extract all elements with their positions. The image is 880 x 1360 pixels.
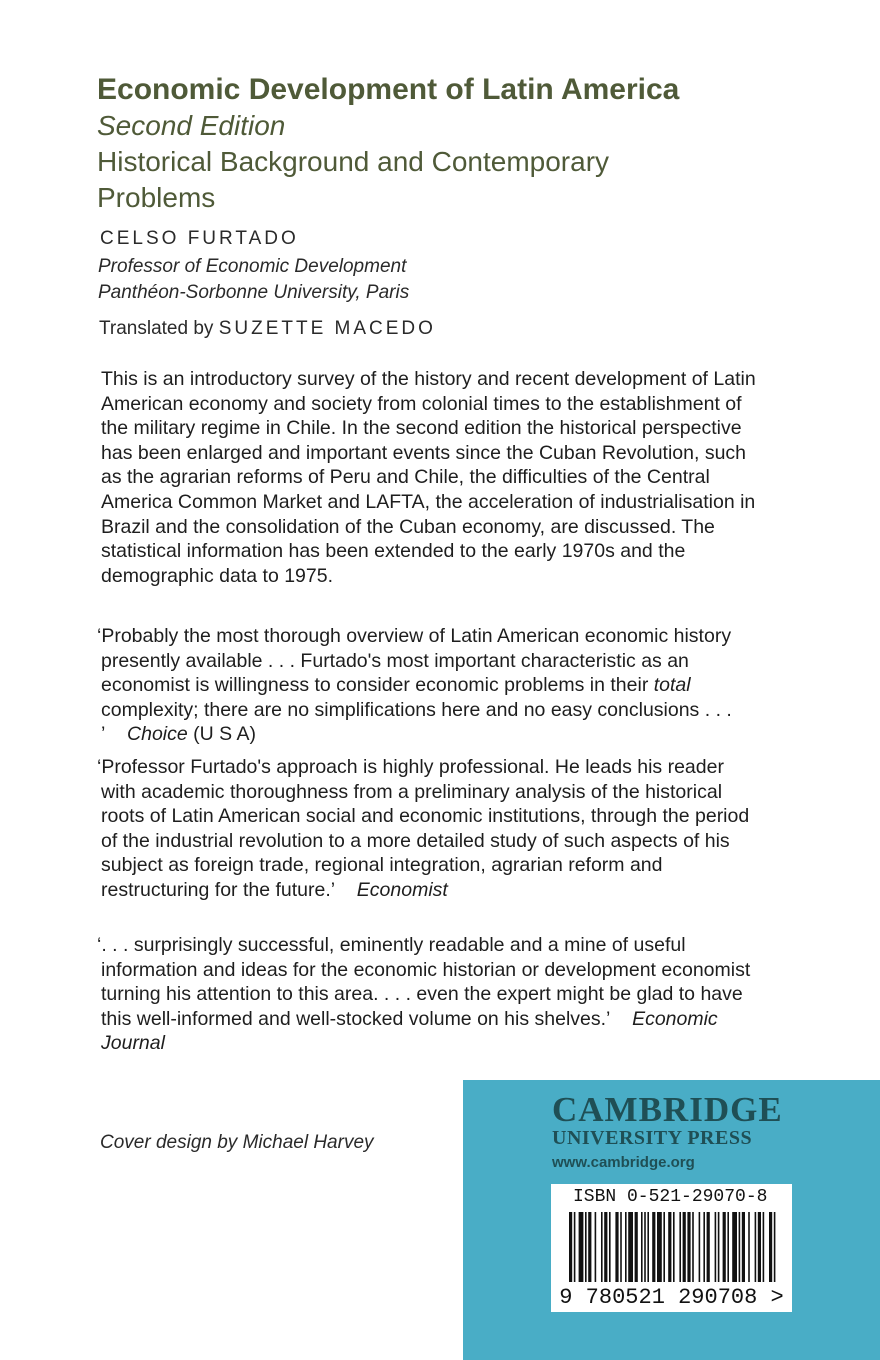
review-quote: ‘Professor Furtado's approach is highly professional. He leads his reader with academic thoroughness from a preliminary analysis of the historical roots of Latin American social and economic institutions, through the period of the industrial revolution to a more detailed study of such aspects of his subject as foreign trade, regional integration, agrarian reform and restructuring for the future.’ — [97, 756, 750, 901]
barcode-bar — [625, 1212, 627, 1282]
barcode-bar — [668, 1212, 671, 1282]
barcode-bar — [652, 1212, 655, 1282]
barcode-bar — [723, 1212, 726, 1282]
barcode-bar — [774, 1212, 776, 1282]
publisher-website: www.cambridge.org — [552, 1154, 695, 1171]
barcode-bar — [579, 1212, 584, 1282]
review-quote-part-1: ‘Probably the most thorough overview of Latin American economic history presently available . . . Furtado's most important characteristic as an economist is willingness to consider economic problems in their — [97, 625, 732, 697]
barcode-bar — [683, 1212, 686, 1282]
barcode-bar — [574, 1212, 576, 1282]
barcode-bar — [604, 1212, 607, 1282]
barcode-bar — [732, 1212, 737, 1282]
barcode-bar — [641, 1212, 643, 1282]
edition: Second Edition — [97, 110, 286, 141]
barcode-bar — [620, 1212, 622, 1282]
barcode-bar — [609, 1212, 611, 1282]
barcode-bar — [699, 1212, 701, 1282]
barcode-bar — [715, 1212, 717, 1282]
translator-prefix: Translated by — [99, 318, 214, 339]
review-economist — [97, 755, 761, 903]
barcode-bar — [707, 1212, 710, 1282]
isbn-barcode — [551, 1184, 792, 1312]
barcode-bar — [615, 1212, 618, 1282]
barcode-bar — [635, 1212, 638, 1282]
review-economic-journal — [97, 933, 761, 1056]
cover-design-credit: Cover design by Michael Harvey — [100, 1132, 374, 1153]
publisher-logo-subname: UNIVERSITY PRESS — [552, 1127, 753, 1149]
barcode-bar — [588, 1212, 591, 1282]
barcode-bar — [739, 1212, 741, 1282]
barcode-bar — [569, 1212, 572, 1282]
barcode-bar — [663, 1212, 665, 1282]
review-quote-emphasis: total — [653, 674, 691, 697]
book-description: This is an introductory survey of the history and recent development of Latin American economy and society from colonial times to the establishment of the military regime in Chile. In the second edition the historical perspective has been enlarged and important events since the Cuban Revolution, such as the agrarian reforms of Peru and Chile, the difficulties of the Central America Common Market and LAFTA, the acceleration of industrialisation in Brazil and the consolidation of the Cuban economy, are discussed. The statistical information has been extended to the early 1970s and the demographic data to 1975. — [101, 368, 756, 587]
subtitle-line-2: Problems — [97, 182, 216, 213]
barcode-bar — [769, 1212, 772, 1282]
review-source: Choice — [127, 723, 188, 746]
isbn-number: ISBN 0-521-29070-8 — [573, 1187, 768, 1207]
barcode-bar — [673, 1212, 675, 1282]
barcode-bar — [692, 1212, 694, 1282]
barcode-bar — [703, 1212, 705, 1282]
barcode-bar — [657, 1212, 662, 1282]
barcode-bar — [758, 1212, 761, 1282]
affiliation-line-2: Panthéon-Sorbonne University, Paris — [98, 282, 410, 303]
barcode-bar — [687, 1212, 690, 1282]
barcode-bar — [585, 1212, 587, 1282]
affiliation-line-1: Professor of Economic Development — [98, 256, 407, 277]
review-source: Economist — [356, 878, 448, 901]
publisher-logo-name: CAMBRIDGE — [552, 1090, 783, 1129]
translator-name: SUZETTE MACEDO — [218, 318, 436, 339]
review-source-suffix: (U S A) — [193, 723, 256, 746]
barcode-bar — [727, 1212, 729, 1282]
barcode-bar — [763, 1212, 765, 1282]
barcode-bar — [628, 1212, 633, 1282]
review-quote-part-2: complexity; there are no simplifications here and no easy conclusions . . . ’ — [101, 698, 732, 746]
barcode-bar — [742, 1212, 745, 1282]
subtitle-line-1: Historical Background and Contemporary — [97, 146, 610, 177]
barcode-bar — [644, 1212, 646, 1282]
review-source: Economic Journal — [101, 1007, 718, 1055]
barcode-bar — [601, 1212, 603, 1282]
barcode-bar — [748, 1212, 750, 1282]
book-title: Economic Development of Latin America — [97, 73, 680, 106]
barcode-bar — [647, 1212, 649, 1282]
ean-digits: 9 780521 290708 > — [559, 1285, 784, 1310]
translator — [99, 318, 436, 340]
barcode-bar — [595, 1212, 597, 1282]
review-quote: ‘. . . surprisingly successful, eminently readable and a mine of useful information and ideas for the economic historian or development economist turning his attention to this area. . . . even the expert might be glad to have this well-informed and well-stocked volume on his shelves.’ — [97, 934, 751, 1030]
barcode-bar — [718, 1212, 720, 1282]
author-affiliation — [98, 254, 409, 306]
review-choice — [97, 624, 761, 747]
barcode-bar — [679, 1212, 681, 1282]
barcode-bar — [755, 1212, 757, 1282]
author-name: CELSO FURTADO — [100, 228, 299, 249]
publisher-panel — [463, 1080, 880, 1360]
title-block — [97, 72, 817, 216]
